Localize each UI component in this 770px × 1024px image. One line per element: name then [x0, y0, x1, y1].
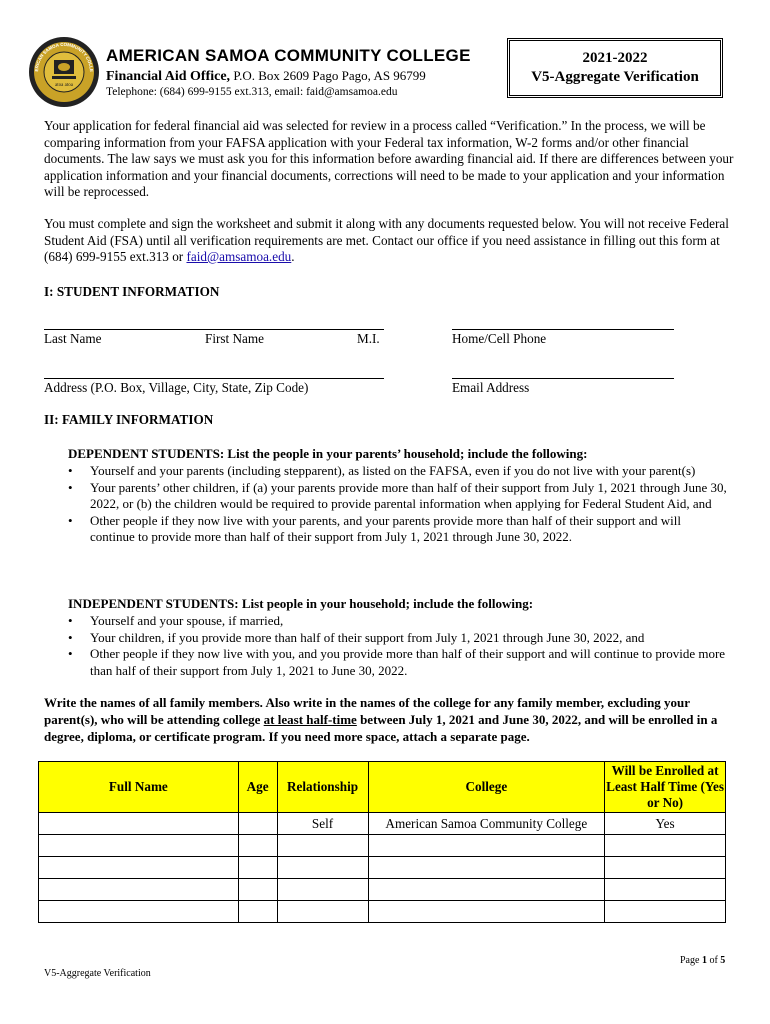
instructions-underlined: at least half-time — [263, 712, 357, 727]
cell-enrolled[interactable] — [605, 879, 726, 901]
cell-full-name[interactable] — [39, 835, 239, 857]
footer-form-id: V5-Aggregate Verification — [44, 968, 151, 979]
seal-motto: atoa atoa — [55, 83, 73, 88]
list-item: • Other people if they now live with you, and you provide more than half of their support and will continue to provide more than half of their support from July 1, 2021 to June 30, 2022. — [68, 646, 728, 679]
list-item: • Your parents’ other children, if (a) your parents provide more than half of their support from July 1, 2021 through June 30, 2022, or (b) the children would be required to provide parental information when applying for Federal Student Aid, and — [68, 480, 728, 513]
intro-paragraph-2 — [44, 216, 734, 266]
email-line[interactable] — [452, 378, 674, 379]
dependent-list — [68, 463, 728, 546]
table-header-row — [39, 762, 726, 813]
table-row — [39, 857, 726, 879]
header-enrolled: Will be Enrolled at Least Half Time (Yes or No) — [605, 762, 726, 813]
cell-age[interactable] — [238, 857, 277, 879]
intro-paragraph-1: Your application for federal financial aid was selected for review in a process called “Verification.” In the process, we will be comparing information from your FAFSA application with your Federal tax information, W-2 forms and/or other financial documents. The law says we must ask you for this information before awarding financial aid. If there are differences between your application information and your financial documents, corrections will need to be made to your application and your information will be reprocessed. — [44, 118, 734, 199]
header-age: Age — [238, 762, 277, 813]
independent-heading: INDEPENDENT STUDENTS: List people in your household; include the following: — [68, 596, 534, 611]
cell-enrolled[interactable] — [605, 901, 726, 923]
cell-college[interactable]: American Samoa Community College — [368, 813, 605, 835]
mi-label: M.I. — [357, 331, 380, 346]
cell-enrolled[interactable] — [605, 857, 726, 879]
student-info-heading: I: STUDENT INFORMATION — [44, 284, 220, 299]
table-row — [39, 879, 726, 901]
form-title-box — [507, 38, 723, 98]
phone-label: Home/Cell Phone — [452, 331, 547, 346]
cell-college[interactable] — [368, 835, 605, 857]
cell-college[interactable] — [368, 857, 605, 879]
header-college: College — [368, 762, 605, 813]
college-name: AMERICAN SAMOA COMMUNITY COLLEGE — [106, 46, 471, 65]
address-label: Address (P.O. Box, Village, City, State, Zip Code) — [44, 380, 309, 395]
page-middle: of — [706, 955, 721, 966]
cell-relationship[interactable] — [277, 835, 368, 857]
instructions-text-end: between July 1, 2021 and June 30, 2022, and will be enrolled in a degree, diploma, or certificate program. If you need more space, attach a separate page. — [44, 712, 718, 744]
first-name-label: First Name — [205, 331, 264, 346]
instructions-text: Write the names of all family members. Also write in the names of the college for any family member, excluding your parent(s), who will be attending college — [44, 695, 690, 727]
cell-age[interactable] — [238, 835, 277, 857]
header-relationship: Relationship — [277, 762, 368, 813]
form-year: 2021-2022 — [582, 50, 648, 66]
page-number — [680, 955, 725, 966]
intro-text-end: . — [291, 249, 295, 264]
family-info-heading: II: FAMILY INFORMATION — [44, 412, 214, 427]
intro-text: You must complete and sign the worksheet and submit it along with any documents requested below. You will not receive Federal Student Aid (FSA) until all verification requirements are met. Contact our office if you need assistance in filling out this form at (684) 699-9155 ext.313 or — [44, 216, 729, 264]
page-current: 1 — [701, 955, 707, 966]
address-line[interactable] — [44, 378, 384, 379]
family-instructions — [44, 694, 734, 745]
email-link[interactable]: faid@amsamoa.edu — [186, 249, 292, 264]
cell-age[interactable] — [238, 879, 277, 901]
cell-relationship[interactable] — [277, 879, 368, 901]
family-members-table — [38, 761, 726, 923]
list-item: • Other people if they now live with your parents, and your parents provide more than half of their support and will continue to provide more than half of their support from July 1, 2021 through June 30, 2022. — [68, 513, 728, 546]
cell-age[interactable] — [238, 901, 277, 923]
cell-college[interactable] — [368, 879, 605, 901]
header-full-name: Full Name — [39, 762, 239, 813]
college-seal-logo — [28, 36, 100, 108]
cell-relationship[interactable] — [277, 901, 368, 923]
cell-enrolled[interactable] — [605, 835, 726, 857]
cell-relationship[interactable]: Self — [277, 813, 368, 835]
last-name-label: Last Name — [44, 331, 102, 346]
cell-full-name[interactable] — [39, 857, 239, 879]
table-row — [39, 901, 726, 923]
cell-college[interactable] — [368, 901, 605, 923]
office-address: P.O. Box 2609 Pago Pago, AS 96799 — [230, 68, 426, 83]
contact-line: Telephone: (684) 699-9155 ext.313, email: faid@amsamoa.edu — [106, 86, 398, 98]
office-name: Financial Aid Office, — [106, 69, 231, 84]
independent-list — [68, 613, 728, 679]
page-total: 5 — [720, 955, 726, 966]
cell-full-name[interactable] — [39, 901, 239, 923]
cell-full-name[interactable] — [39, 879, 239, 901]
list-item: • Your children, if you provide more than half of their support from July 1, 2021 through June 30, 2022, and — [68, 630, 728, 647]
dependent-heading: DEPENDENT STUDENTS: List the people in your parents’ household; include the following: — [68, 446, 588, 461]
seal-text: ERICAN SAMOA COMMUNITY COLLE — [33, 41, 95, 73]
cell-enrolled[interactable]: Yes — [605, 813, 726, 835]
email-label: Email Address — [452, 380, 530, 395]
list-item: • Yourself and your parents (including stepparent), as listed on the FAFSA, even if you do not live with your parent(s) — [68, 463, 728, 480]
table-row — [39, 813, 726, 835]
name-signature-line[interactable] — [44, 329, 384, 330]
cell-age[interactable] — [238, 813, 277, 835]
page-prefix: Page — [680, 955, 702, 966]
cell-full-name[interactable] — [39, 813, 239, 835]
phone-line[interactable] — [452, 329, 674, 330]
office-line — [106, 68, 426, 85]
list-item: • Yourself and your spouse, if married, — [68, 613, 728, 630]
cell-relationship[interactable] — [277, 857, 368, 879]
table-row — [39, 835, 726, 857]
form-title: V5-Aggregate Verification — [531, 69, 699, 85]
